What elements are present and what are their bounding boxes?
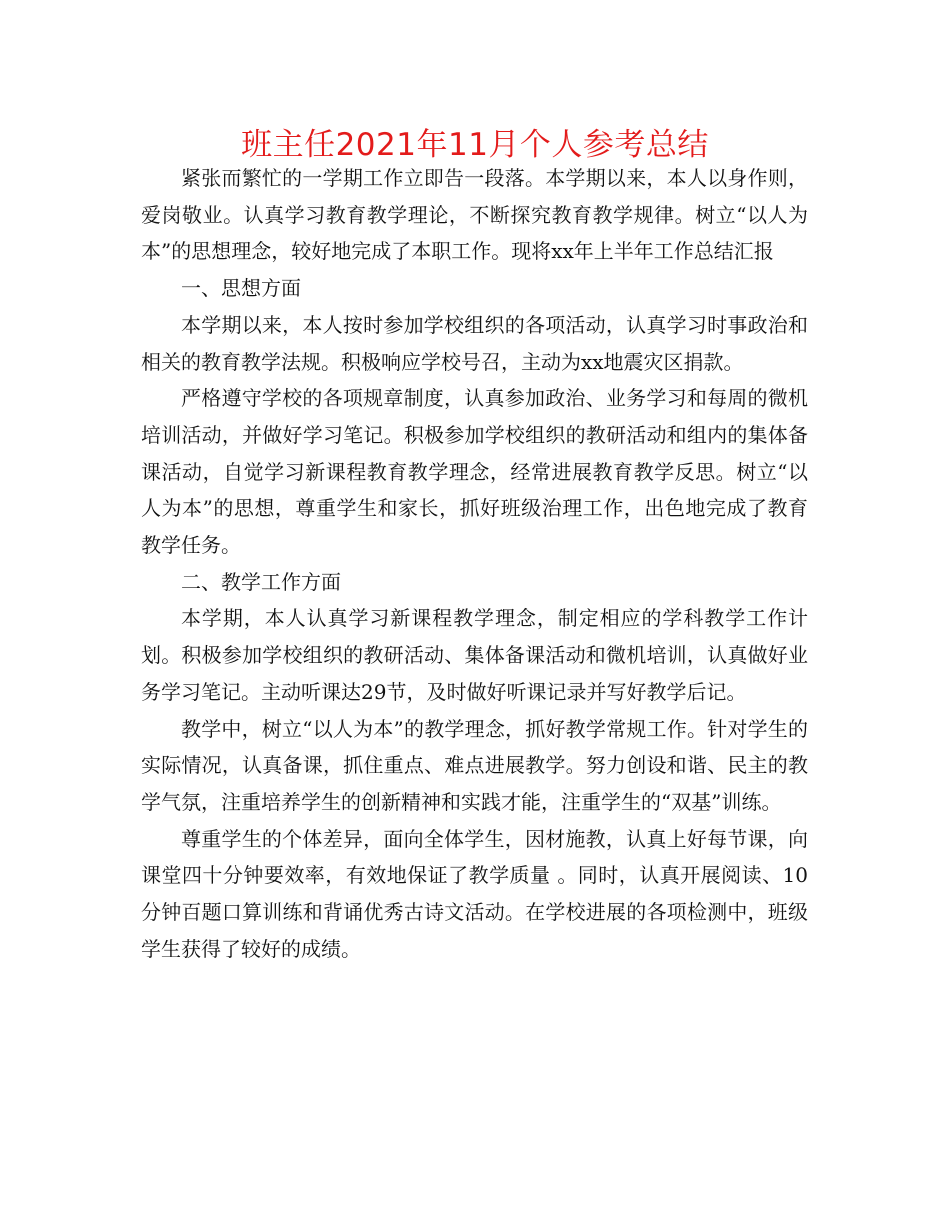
document-body	[141, 160, 808, 967]
paragraph-teaching-2: 教学中，树立“以人为本”的教学理念，抓好教学常规工作。针对学生的实际情况，认真备课，抓住重点、难点进展教学。努力创设和谐、民主的教学气氛，注重培养学生的创新精神和实践才能，注重学生的“双基”训练。	[141, 716, 808, 814]
document-title: 班主任2021年11月个人参考总结	[241, 127, 709, 163]
paragraph-thought-1: 本学期以来，本人按时参加学校组织的各项活动，认真学习时事政治和相关的教育教学法规。积极响应学校号召，主动为xx地震灾区捐款。	[141, 312, 808, 374]
paragraph-teaching-1: 本学期，本人认真学习新课程教学理念，制定相应的学科教学工作计划。积极参加学校组织的教研活动、集体备课活动和微机培训，认真做好业务学习笔记。主动听课达29节，及时做好听课记录并写好教学后记。	[141, 606, 808, 704]
section-heading-teaching: 二、教学工作方面	[181, 569, 341, 594]
section-heading-thought: 一、思想方面	[181, 276, 301, 301]
paragraph-intro: 紧张而繁忙的一学期工作立即告一段落。本学期以来，本人以身作则，爱岗敬业。认真学习教育教学理论，不断探究教育教学规律。树立“以人为本”的思想理念，较好地完成了本职工作。现将xx年上半年工作总结汇报	[141, 166, 808, 264]
paragraph-thought-2: 严格遵守学校的各项规章制度，认真参加政治、业务学习和每周的微机培训活动，并做好学习笔记。积极参加学校组织的教研活动和组内的集体备课活动，自觉学习新课程教育教学理念，经常进展教育教学反思。树立“以人为本”的思想，尊重学生和家长，抓好班级治理工作，出色地完成了教育教学任务。	[141, 386, 808, 558]
paragraph-teaching-3: 尊重学生的个体差异，面向全体学生，因材施教，认真上好每节课，向课堂四十分钟要效率，有效地保证了教学质量 。同时，认真开展阅读、10分钟百题口算训练和背诵优秀古诗文活动。在学校进展的各项检测中，班级学生获得了较好的成绩。	[141, 826, 808, 961]
